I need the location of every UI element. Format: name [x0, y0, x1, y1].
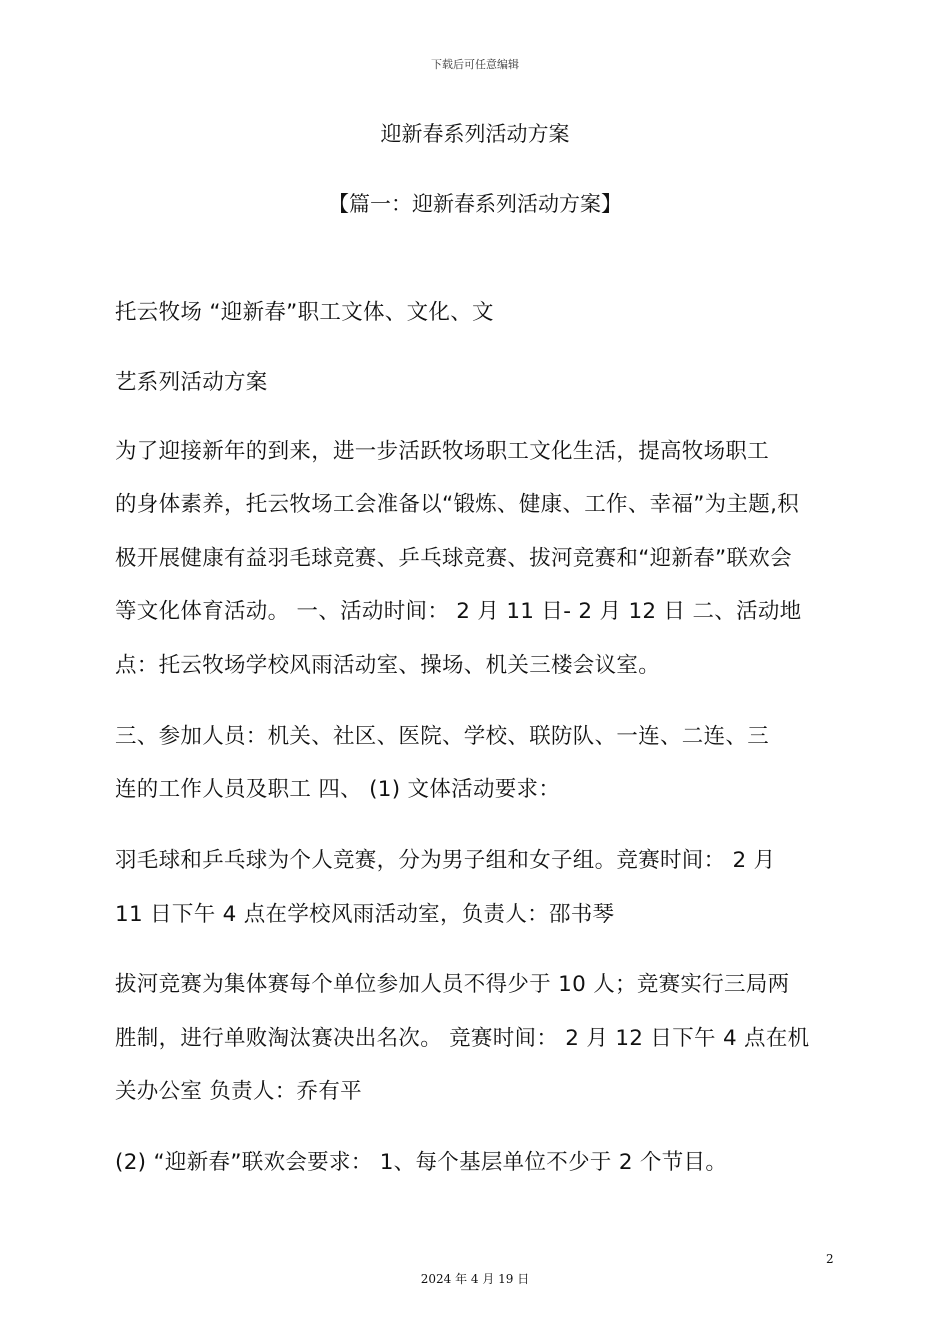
document-subtitle: 【篇一：迎新春系列活动方案】 [328, 192, 622, 216]
body-line: 托云牧场 “迎新春”职工文体、文化、文 [115, 300, 494, 325]
body-line: 胜制，进行单败淘汰赛决出名次。 竞赛时间： 2 月 12 日下午 4 点在机 [115, 1026, 810, 1051]
footer-date: 2024 年 4 月 19 日 [420, 1272, 530, 1286]
body-line: 拔河竞赛为集体赛每个单位参加人员不得少于 10 人；竞赛实行三局两 [115, 972, 790, 997]
body-line: 为了迎接新年的到来，进一步活跃牧场职工文化生活，提高牧场职工 [115, 439, 770, 464]
body-line: 关办公室 负责人：乔有平 [115, 1079, 362, 1104]
body-line: 11 日下午 4 点在学校风雨活动室，负责人：邵书琴 [115, 902, 615, 927]
body-line: 的身体素养，托云牧场工会准备以“锻炼、健康、工作、幸福”为主题,积 [115, 492, 800, 517]
body-line: 三、参加人员：机关、社区、医院、学校、联防队、一连、二连、三 [115, 724, 770, 749]
body-line: 羽毛球和乒乓球为个人竞赛，分为男子组和女子组。竞赛时间： 2 月 [115, 848, 776, 873]
body-line: (2) “迎新春”联欢会要求： 1、每个基层单位不少于 2 个节目。 [115, 1150, 728, 1175]
body-line: 等文化体育活动。 一、活动时间： 2 月 11 日- 2 月 12 日 二、活动地 [115, 599, 802, 624]
body-line: 连的工作人员及职工 四、 (1) 文体活动要求： [115, 777, 561, 802]
header-note: 下载后可任意编辑 [431, 58, 519, 71]
body-line: 点：托云牧场学校风雨活动室、操场、机关三楼会议室。 [115, 653, 661, 678]
body-line: 极开展健康有益羽毛球竞赛、乒乓球竞赛、拔河竞赛和“迎新春”联欢会 [115, 546, 792, 571]
body-line: 艺系列活动方案 [115, 370, 268, 395]
document-title: 迎新春系列活动方案 [380, 122, 570, 146]
page-number: 2 [826, 1252, 834, 1266]
